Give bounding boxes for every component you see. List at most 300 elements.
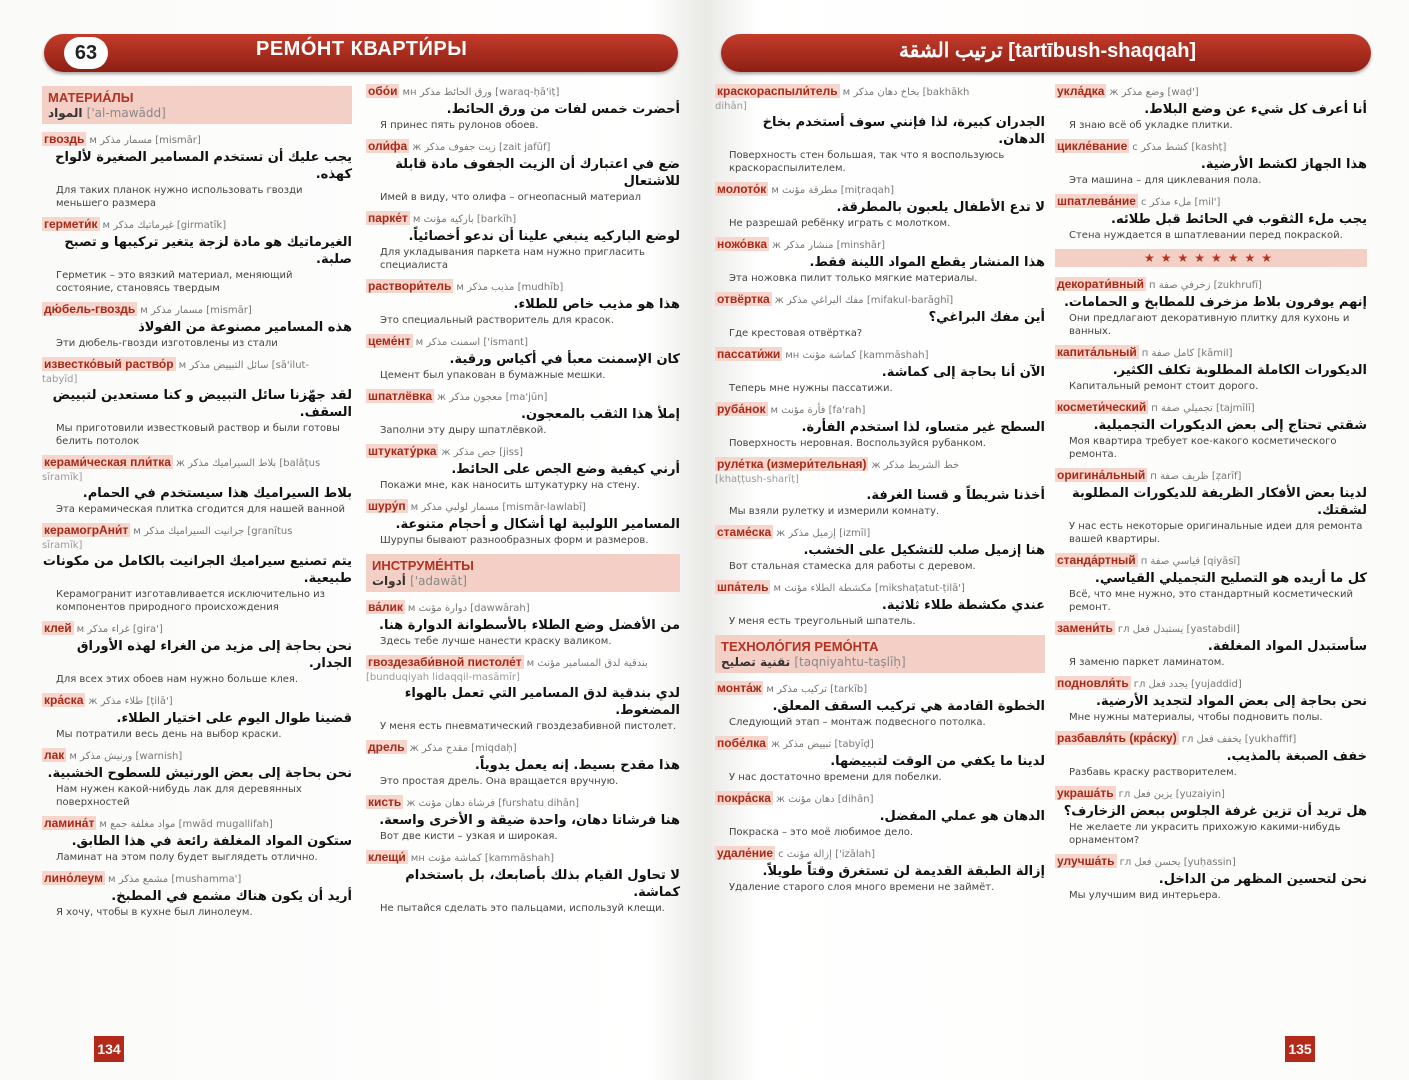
section-header	[42, 86, 352, 124]
example-russian: Всё, что мне нужно, это стандартный косметический ремонт.	[1069, 589, 1353, 613]
grammar-info: м بندقية لدق المسامير مؤنث	[526, 658, 648, 669]
vocab-entry	[1055, 854, 1367, 902]
example-arabic: لدينا بعض الأفكار الظريفة للديكورات المطلوبة لشقتك.	[1071, 486, 1367, 518]
section-divider: ★★★★★★★★	[1055, 249, 1367, 267]
example-arabic: يتم تصنيع سيراميك الجرانيت بالكامل من مكونات طبيعية.	[42, 554, 352, 586]
grammar-info: ж زيت جفوف مذكر [zait jafūf]	[412, 142, 551, 153]
example-russian: Удаление старого слоя много времени не займёт.	[729, 882, 995, 893]
example-russian: Стена нуждается в шпатлевании перед покраской.	[1069, 230, 1343, 241]
vocab-entry	[1055, 139, 1367, 187]
example-russian: Моя квартира требует кое-какого косметического ремонта.	[1069, 436, 1337, 460]
entry-head	[1055, 553, 1367, 569]
vocab-entry	[1055, 277, 1367, 338]
section-title-ar	[372, 573, 674, 589]
headword: лино́леум	[44, 871, 103, 885]
example-arabic: نحن بحاجة إلى مزيد من الغراء لهذه الأوراق الجدار.	[76, 639, 352, 671]
example-arabic: نحن لتحسين المظهر من الداخل.	[1158, 872, 1367, 887]
entry-head	[42, 455, 352, 471]
headword: керамогрАни́т	[44, 523, 129, 537]
example-arabic: نحن بحاجة إلى بعض الورنيش للسطوح الخشبية.	[47, 766, 352, 781]
example-arabic: أخذنا شريطاً و قسنا الغرفة.	[866, 488, 1045, 503]
headword: краскораспыли́тель	[717, 84, 838, 98]
grammar-info: гл يزين فعل [yuzaiyin]	[1118, 789, 1225, 800]
example-arabic: لقد جهّزنا سائل التبييض و كنا مستعدين لتبييض السقف.	[52, 388, 352, 420]
example-russian: Нам нужен какой-нибудь лак для деревянных поверхностей	[56, 784, 302, 808]
example-arabic: نحن بحاجة إلى بعض المواد لتجديد الأرضية.	[1095, 694, 1367, 709]
entry-head	[42, 302, 352, 318]
vocab-entry	[42, 455, 352, 516]
example-arabic: لا تدع الأطفال يلعبون بالمطرقة.	[836, 200, 1045, 215]
example-russian: Я принес пять рулонов обоев.	[380, 120, 539, 131]
headword: гвоздезаби́вной пистоле́т	[368, 655, 522, 669]
vocab-entry	[366, 499, 680, 547]
entry-head	[366, 334, 680, 350]
vocab-entry	[715, 292, 1045, 340]
chapter-title-ar: ترتيب الشقة [tartībush-shaqqah]	[899, 40, 1197, 62]
transliteration-continued: [bunduqiyah lidaqqil-masāmīr]	[366, 672, 520, 683]
headword: гвоздь	[44, 132, 85, 146]
vocab-entry	[366, 84, 680, 132]
grammar-info: м غراء مذكر [gira']	[76, 624, 163, 635]
example-arabic: لدي بندقية لدق المسامير التي تعمل بالهواء المضغوط.	[404, 686, 680, 718]
vocab-entry	[42, 816, 352, 864]
section-arabic: تقنية تصليح	[721, 655, 791, 669]
entry-head	[42, 523, 352, 539]
example-russian: Для всех этих обоев нам нужно больше клея.	[56, 674, 299, 685]
example-arabic: سأستبدل المواد المغلفة.	[1207, 639, 1367, 654]
entry-head	[1055, 676, 1367, 692]
example-russian: Не желаете ли украсить прихожую какими-нибудь орнаментом?	[1069, 822, 1341, 846]
example-russian: Покраска – это моё любимое дело.	[729, 827, 914, 838]
headword: дю́бель-гвоздь	[44, 302, 136, 316]
example-russian: Поверхность стен большая, так что я воспользуюсь краскораспылителем.	[729, 150, 1005, 174]
entry-head	[1055, 277, 1367, 293]
entry-head	[1055, 621, 1367, 637]
vocab-entry	[1055, 468, 1367, 546]
grammar-info: гл يجدد فعل [yujaddid]	[1133, 679, 1242, 690]
entry-head	[1055, 139, 1367, 155]
example-arabic: الخطوة القادمة هي تركيب السقف المعلق.	[772, 699, 1045, 714]
vocab-entry	[715, 347, 1045, 395]
headword: дрель	[368, 740, 405, 754]
headword: руба́нок	[717, 402, 766, 416]
section-title-ru: ИНСТРУМЕ́НТЫ	[372, 558, 474, 573]
headword: стаме́ска	[717, 525, 772, 539]
entry-head	[715, 681, 1045, 697]
example-arabic: إملأ هذا الثقب بالمعجون.	[521, 407, 680, 422]
vocab-entry	[1055, 84, 1367, 132]
grammar-info: ж معجون مذكر [ma'jūn]	[437, 392, 548, 403]
right-column-1	[715, 84, 1045, 901]
section-title-ru: МАТЕРИА́ЛЫ	[48, 90, 134, 105]
entry-head	[366, 655, 680, 671]
entry-head	[715, 846, 1045, 862]
entry-head	[366, 850, 680, 866]
example-arabic: هذا المنشار يقطع المواد اللينة فقط.	[809, 255, 1045, 270]
example-arabic: الآن أنا بحاجة إلى كماشة.	[881, 365, 1045, 380]
example-arabic: أنا أعرف كل شيء عن وضع البلاط.	[1144, 102, 1367, 117]
example-russian: Не разрешай ребёнку играть с молотком.	[729, 218, 951, 229]
headword: цеме́нт	[368, 334, 411, 348]
example-russian: Эта керамическая плитка сгодится для нашей ванной	[56, 504, 346, 515]
grammar-info: с كشط مذكر [kashṭ]	[1132, 142, 1227, 153]
headword: шуру́п	[368, 499, 406, 513]
headword: ножо́вка	[717, 237, 768, 251]
example-arabic: شقتي تحتاج إلى بعض الديكورات التجميلية.	[1093, 418, 1367, 433]
vocab-entry	[715, 525, 1045, 573]
example-russian: Эта ножовка пилит только мягкие материалы.	[729, 273, 978, 284]
transliteration-continued: tabyīd]	[42, 374, 78, 385]
entry-head	[366, 279, 680, 295]
example-arabic: قضينا طوال اليوم على اختيار الطلاء.	[116, 711, 352, 726]
grammar-info: м مكشطة الطلاء مؤنث [mikshaṭatut-ṭilā']	[773, 583, 965, 594]
section-title-ar	[721, 654, 1039, 670]
headword: побе́лка	[717, 736, 766, 750]
example-arabic: أين مفك البراغي؟	[928, 310, 1045, 325]
grammar-info: мн كماشة مؤنث [kammāshah]	[785, 350, 929, 361]
vocab-entry	[42, 357, 352, 448]
grammar-info: м مواد مغلفة جمع [mwād mugallifah]	[99, 819, 273, 830]
example-arabic: هذه المسامير مصنوعة من الفولاذ	[138, 320, 352, 335]
entry-head	[366, 600, 680, 616]
entry-head	[366, 499, 680, 515]
example-arabic: ضع في اعتبارك أن الزيت الجفوف مادة قابلة للاشتعال	[395, 157, 680, 189]
vocab-entry	[715, 736, 1045, 784]
vocab-entry	[366, 139, 680, 204]
example-arabic: يجب ملء الثقوب في الحائط قبل طلائه.	[1111, 212, 1367, 227]
headword: раствори́тель	[368, 279, 452, 293]
grammar-info: п كامل صفة [kāmil]	[1141, 348, 1233, 359]
entry-head	[366, 139, 680, 155]
example-arabic: لوضع الباركيه ينبغي علينا أن ندعو أخصائياً.	[408, 229, 680, 244]
example-arabic: ستكون المواد المغلفة رائعة في هذا الطابق.	[71, 834, 352, 849]
headword: известко́вый раство́р	[44, 357, 174, 371]
page-number-left: 134	[94, 1036, 124, 1062]
entry-head	[366, 444, 680, 460]
example-russian: Это простая дрель. Она вращается вручную.	[380, 776, 619, 787]
vocab-entry	[715, 457, 1045, 518]
chapter-title-ru: РЕМО́НТ КВАРТИ́РЫ	[256, 38, 468, 60]
vocab-entry	[715, 402, 1045, 450]
example-russian: Поверхность неровная. Воспользуйся рубанком.	[729, 438, 986, 449]
example-russian: Имей в виду, что олифа – огнеопасный материал	[380, 192, 642, 203]
headword: удале́ние	[717, 846, 774, 860]
example-arabic: هل تريد أن تزين غرفة الجلوس ببعض الزخارف؟	[1063, 804, 1367, 819]
headword: кра́ска	[44, 693, 84, 707]
entry-head	[366, 740, 680, 756]
grammar-info: п قياسي صفة [qiyāsī]	[1140, 556, 1241, 567]
headword: подновля́ть	[1057, 676, 1129, 690]
grammar-info: м فأرة مؤنث [fa'rah]	[770, 405, 866, 416]
grammar-info: м غيرماتيك مذكر [girmatīk]	[102, 220, 227, 231]
entry-head	[366, 795, 680, 811]
example-arabic: هذا مقدح بسيط. إنه يعمل يدوياً.	[474, 758, 680, 773]
vocab-entry	[715, 846, 1045, 894]
transliteration-continued: sīramīk]	[42, 540, 83, 551]
section-arabic: المواد	[48, 106, 83, 120]
example-arabic: المسامير اللولبية لها أشكال و أحجام متنوعة.	[395, 517, 680, 532]
headword: керами́ческая пли́тка	[44, 455, 171, 469]
entry-head	[715, 525, 1045, 541]
headword: разбавля́ть (кра́ску)	[1057, 731, 1177, 745]
headword: лак	[44, 748, 65, 762]
grammar-info: мн كماشة مؤنث [kammāshah]	[410, 853, 555, 864]
vocab-entry	[366, 600, 680, 648]
example-arabic: أريد أن يكون هناك مشمع في المطبخ.	[111, 889, 352, 904]
example-arabic: هنا إزميل صلب للتشكيل على الخشب.	[803, 543, 1045, 558]
vocab-entry	[42, 132, 352, 210]
example-russian: Вот стальная стамеска для работы с деревом.	[729, 561, 976, 572]
example-russian: Следующий этап – монтаж подвесного потолка.	[729, 717, 986, 728]
headword: молото́к	[717, 182, 767, 196]
entry-head	[715, 736, 1045, 752]
example-arabic: السطح غير متساو، لذا استخدم الفأرة.	[801, 420, 1045, 435]
vocab-entry	[715, 791, 1045, 839]
example-arabic: الجدران كبيرة، لذا فإنني سوف أستخدم بخاخ الدهان.	[762, 115, 1045, 147]
entry-head	[42, 693, 352, 709]
entry-head	[715, 182, 1045, 198]
vocab-entry	[715, 84, 1045, 175]
page-number-right: 135	[1285, 1036, 1315, 1062]
example-russian: Капитальный ремонт стоит дорого.	[1069, 381, 1259, 392]
entry-head	[715, 292, 1045, 308]
grammar-info: м مذيب مذكر [mudhīb]	[456, 282, 564, 293]
headword: гермети́к	[44, 217, 98, 231]
entry-head	[366, 211, 680, 227]
vocab-entry	[366, 795, 680, 843]
grammar-info: п زخرفي صفة [zukhrufī]	[1148, 280, 1262, 291]
example-russian: У меня есть треугольный шпатель.	[729, 616, 916, 627]
grammar-info: м سائل التبييض مذكر [sā'ilut-	[178, 360, 310, 371]
entry-head	[715, 457, 1045, 473]
entry-head	[1055, 400, 1367, 416]
vocab-entry	[42, 523, 352, 614]
example-russian: Для таких планок нужно использовать гвозди меньшего размера	[56, 185, 303, 209]
headword: шпа́тель	[717, 580, 769, 594]
grammar-info: гл يستبدل فعل [yastabdil]	[1117, 624, 1240, 635]
headword: ламина́т	[44, 816, 95, 830]
section-title-ru: ТЕХНОЛО́ГИЯ РЕМО́НТА	[721, 639, 879, 654]
grammar-info: ж بلاط السيراميك مذكر [balāṭus	[175, 458, 321, 469]
entry-head	[715, 791, 1045, 807]
grammar-info: ж خط الشريط مذكر	[871, 460, 960, 471]
vocab-entry	[366, 334, 680, 382]
vocab-entry	[42, 302, 352, 350]
example-russian: Покажи мне, как наносить штукатурку на стену.	[380, 480, 640, 491]
example-russian: Заполни эту дыру шпатлёвкой.	[380, 425, 547, 436]
vocab-entry	[366, 279, 680, 327]
vocab-entry	[1055, 676, 1367, 724]
example-russian: Теперь мне нужны пассатижи.	[729, 383, 893, 394]
chapter-number: 63	[64, 37, 108, 69]
example-arabic: أرني كيفية وضع الجص على الحائط.	[451, 462, 680, 477]
grammar-info: гл يخفف فعل [yukhaffif]	[1181, 734, 1297, 745]
example-russian: Это специальный растворитель для красок.	[380, 315, 615, 326]
headword: ва́лик	[368, 600, 403, 614]
grammar-info: м دوارة مؤنث [dawwārah]	[407, 603, 530, 614]
headword: кисть	[368, 795, 402, 809]
entry-head	[1055, 786, 1367, 802]
example-russian: Мы потратили весь день на выбор краски.	[56, 729, 282, 740]
headword: клей	[44, 621, 72, 635]
entry-head	[1055, 84, 1367, 100]
headword: украша́ть	[1057, 786, 1114, 800]
headword: улучша́ть	[1057, 854, 1115, 868]
vocab-entry	[1055, 553, 1367, 614]
vocab-entry	[1055, 194, 1367, 242]
headword: штукату́рка	[368, 444, 437, 458]
example-russian: Шурупы бывают разнообразных форм и размеров.	[380, 535, 649, 546]
example-russian: Они предлагают декоративную плитку для кухонь и ванных.	[1069, 313, 1350, 337]
example-arabic: هذا هو مذيب خاص للطلاء.	[513, 297, 680, 312]
example-arabic: إنهم يوفرون بلاط مزخرف للمطابخ و الحمامات.	[1063, 295, 1367, 310]
entry-head	[366, 389, 680, 405]
section-transliteration: ['adawāt]	[410, 574, 467, 588]
example-russian: Вот две кисти – узкая и широкая.	[380, 831, 558, 842]
grammar-info: м مطرقة مؤنث [miṭraqah]	[771, 185, 895, 196]
example-arabic: الغيرماتيك هو مادة لزجة يتغير تركيبها و تصبح صلبة.	[64, 235, 352, 267]
vocab-entry	[715, 182, 1045, 230]
grammar-info: м مسمار مذكر [mismār]	[140, 305, 252, 316]
entry-head	[42, 132, 352, 148]
headword: руле́тка (измери́тельная)	[717, 457, 867, 471]
headword: оригина́льный	[1057, 468, 1146, 482]
entry-head	[1055, 731, 1367, 747]
headword: замени́ть	[1057, 621, 1113, 635]
transliteration-continued: [khaṭṭush-sharīṭ]	[715, 474, 799, 485]
grammar-info: м مشمع مذكر [mushamma']	[107, 874, 242, 885]
example-arabic: هذا الجهاز لكشط الأرضية.	[1200, 157, 1367, 172]
grammar-info: ж تبييض مذكر [tabyīḍ]	[770, 739, 874, 750]
example-russian: Разбавь краску растворителем.	[1069, 767, 1237, 778]
grammar-info: ж مقدح مذكر [miqdaḥ]	[409, 743, 517, 754]
grammar-info: м مسمار لولبي مذكر [mismār-lawlabī]	[410, 502, 586, 513]
vocab-entry	[715, 580, 1045, 628]
headword: оли́фа	[368, 139, 408, 153]
example-arabic: إزالة الطبقة القديمة لن تستغرق وقتاً طويلاً.	[762, 864, 1045, 879]
grammar-info: ж طلاء مذكر [ṭilā']	[88, 696, 173, 707]
left-column-2	[366, 84, 680, 922]
grammar-info: м تركيب مذكر [tarkīb]	[766, 684, 868, 695]
section-title-ar	[48, 105, 346, 121]
vocab-entry	[1055, 400, 1367, 461]
grammar-info: п ظريف صفة [ẓarīf]	[1150, 471, 1242, 482]
entry-head	[42, 621, 352, 637]
grammar-info: гл يحسن فعل [yuḥassin]	[1119, 857, 1236, 868]
entry-head	[42, 217, 352, 233]
grammar-info: м مسمار مذكر [mismār]	[89, 135, 201, 146]
grammar-info: с إزالة مؤنث ['izālah]	[778, 849, 876, 860]
headword: отвёртка	[717, 292, 770, 306]
entry-head	[42, 748, 352, 764]
vocab-entry	[366, 850, 680, 915]
example-arabic: لا تحاول القيام بذلك بأصابعك، بل باستخدام كماشة.	[405, 868, 680, 900]
headword: шпатлёвка	[368, 389, 432, 403]
chapter-banner-arabic	[721, 34, 1371, 72]
vocab-entry	[1055, 621, 1367, 669]
right-column-2	[1055, 84, 1367, 909]
chapter-banner	[44, 34, 678, 72]
vocab-entry	[715, 681, 1045, 729]
headword: цикле́вание	[1057, 139, 1128, 153]
grammar-info: м ورنيش مذكر [warnish]	[69, 751, 183, 762]
section-transliteration: ['al-mawādd]	[86, 106, 166, 120]
grammar-info: м جرانيت السيراميك مذكر [granītus	[133, 526, 293, 537]
headword: парке́т	[368, 211, 408, 225]
grammar-info: ж منشار مذكر [minshār]	[772, 240, 886, 251]
headword: монта́ж	[717, 681, 762, 695]
headword: пассати́жи	[717, 347, 781, 361]
vocab-entry	[42, 693, 352, 741]
example-russian: Эти дюбель-гвозди изготовлены из стали	[56, 338, 278, 349]
example-arabic: عندي مكشطة طلاء ثلاثية.	[881, 598, 1045, 613]
grammar-info: ж إزميل مذكر [izmīl]	[776, 528, 871, 539]
example-russian: У нас есть некоторые оригинальные идеи для ремонта вашей квартиры.	[1069, 521, 1363, 545]
example-russian: Мне нужны материалы, чтобы подновить полы.	[1069, 712, 1323, 723]
example-arabic: لدينا ما يكفي من الوقت لتبييضها.	[830, 754, 1045, 769]
entry-head	[1055, 468, 1367, 484]
grammar-info: м اسمنت مذكر ['ismant]	[415, 337, 529, 348]
vocab-entry	[42, 621, 352, 686]
example-arabic: خفف الصبغة بالمذيب.	[1226, 749, 1367, 764]
headword: станда́ртный	[1057, 553, 1136, 567]
entry-head	[42, 871, 352, 887]
vocab-entry	[42, 217, 352, 295]
headword: декорати́вный	[1057, 277, 1144, 291]
example-russian: У нас достаточно времени для побелки.	[729, 772, 942, 783]
example-russian: Здесь тебе лучше нанести краску валиком.	[380, 636, 612, 647]
grammar-info: ж دهان مؤنث [dihān]	[775, 794, 874, 805]
vocab-entry	[42, 871, 352, 919]
transliteration-continued: sīramīk]	[42, 472, 83, 483]
entry-head	[715, 84, 1045, 100]
example-russian: Я заменю паркет ламинатом.	[1069, 657, 1225, 668]
right-page	[705, 0, 1409, 1080]
vocab-entry	[1055, 345, 1367, 393]
vocab-entry	[715, 237, 1045, 285]
example-russian: Где крестовая отвёртка?	[729, 328, 863, 339]
vocab-entry	[366, 211, 680, 272]
entry-head	[1055, 854, 1367, 870]
example-arabic: الدهان هو عملي المفضل.	[879, 809, 1045, 824]
vocab-entry	[366, 389, 680, 437]
example-russian: У меня есть пневматический гвоздезабивной пистолет.	[380, 721, 677, 732]
example-russian: Ламинат на этом полу будет выглядеть отлично.	[56, 852, 318, 863]
example-russian: Не пытайся сделать это пальцами, используй клещи.	[380, 903, 665, 914]
example-russian: Мы взяли рулетку и измерили комнату.	[729, 506, 940, 517]
grammar-info: п تجميلي صفة [tajmīlī]	[1151, 403, 1255, 414]
example-russian: Я хочу, чтобы в кухне был линолеум.	[56, 907, 253, 918]
example-russian: Я знаю всё об укладке плитки.	[1069, 120, 1233, 131]
grammar-info: м باركيه مؤنث [barkīh]	[412, 214, 517, 225]
example-arabic: هنا فرشاتا دهان، واحدة ضيقة و الأخرى واسعة.	[379, 813, 680, 828]
entry-head	[366, 84, 680, 100]
headword: укла́дка	[1057, 84, 1105, 98]
transliteration-continued: dihān]	[715, 101, 747, 112]
grammar-info: ж وضع مذكر [waḍ']	[1109, 87, 1199, 98]
entry-head	[715, 237, 1045, 253]
example-russian: Герметик – это вязкий материал, меняющий состояние, становясь твердым	[56, 270, 293, 294]
example-arabic: كان الإسمنت معبأ في أكياس ورقية.	[449, 352, 680, 367]
example-arabic: أحضرت خمس لفات من ورق الحائط.	[446, 102, 680, 117]
grammar-info: ж مفك البراغي مذكر [mifakul-barāghī]	[774, 295, 954, 306]
section-header	[366, 554, 680, 592]
example-russian: Эта машина – для циклевания пола.	[1069, 175, 1262, 186]
grammar-info: с ملء مذكر [mil']	[1140, 197, 1221, 208]
vocab-entry	[366, 655, 680, 733]
headword: капита́льный	[1057, 345, 1137, 359]
headword: покра́ска	[717, 791, 771, 805]
